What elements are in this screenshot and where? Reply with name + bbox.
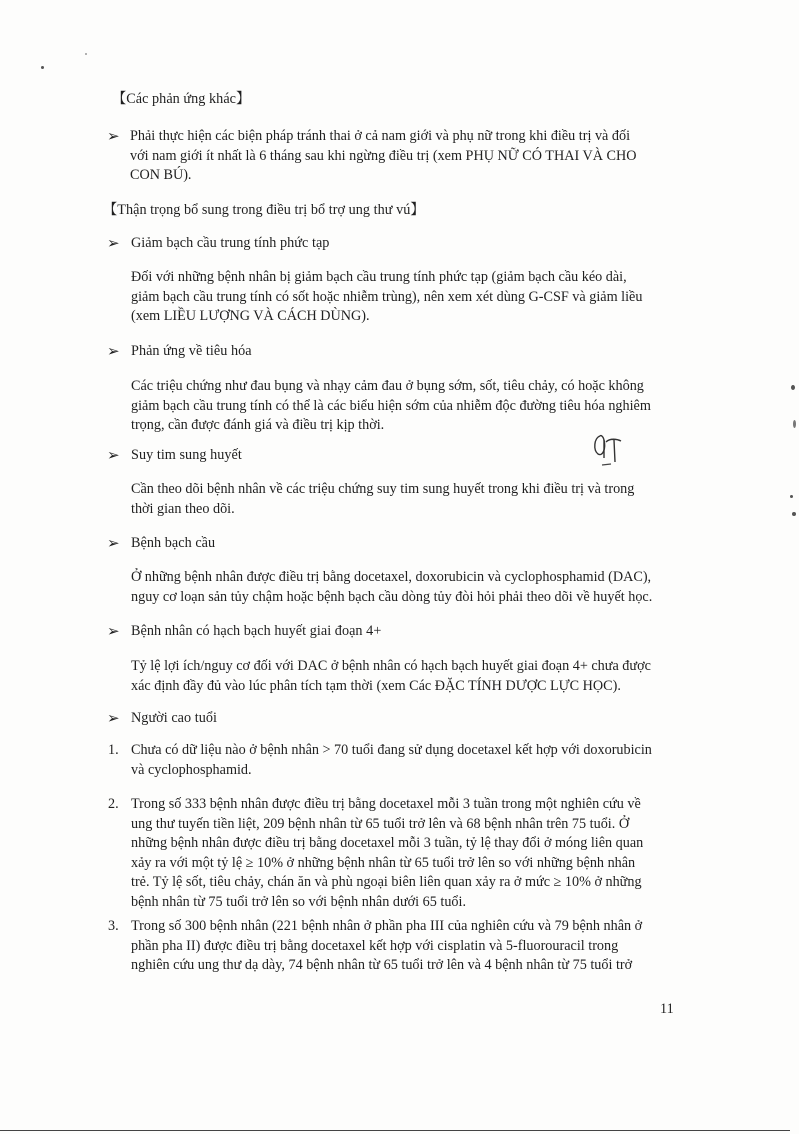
scan-speck [791, 385, 795, 390]
list-item-number: 2. [108, 796, 119, 812]
text-line: thời gian theo dõi. [131, 500, 235, 517]
arrowhead-bullet-icon: ➢ [107, 534, 120, 552]
text-line: giảm bạch cầu trung tính có thể là các biểu hiện sớm của nhiễm độc đường tiêu hóa nghiêm [131, 397, 651, 414]
list-item-number: 1. [108, 742, 119, 758]
scan-speck [792, 512, 796, 516]
scan-edge-divider [0, 1130, 790, 1131]
section-paragraph [131, 568, 652, 607]
text-line: Ở những bệnh nhân được điều trị bằng docetaxel, doxorubicin và cyclophosphamid (DAC), [131, 569, 652, 585]
text-line: Trong số 300 bệnh nhân (221 bệnh nhân ở phần pha III của nghiên cứu và 79 bệnh nhân ở [131, 918, 643, 934]
scan-speck [793, 420, 796, 428]
text-line: và cyclophosphamid. [131, 761, 252, 778]
scan-speck [85, 53, 87, 55]
arrowhead-bullet-icon: ➢ [107, 446, 120, 464]
text-line: Cần theo dõi bệnh nhân về các triệu chứng suy tim sung huyết trong khi điều trị và trong [131, 481, 635, 497]
scan-speck [790, 495, 793, 498]
arrowhead-bullet-icon: ➢ [107, 127, 120, 145]
text-line: giảm bạch cầu trung tính có sốt hoặc nhiễm trùng), nên xem xét dùng G-CSF và giảm liều [131, 288, 643, 305]
section-title: Suy tim sung huyết [131, 447, 242, 463]
text-line: (xem LIỀU LƯỢNG VÀ CÁCH DÙNG). [131, 308, 370, 325]
section-paragraph [131, 377, 651, 436]
text-line: trọng, cần được đánh giá và điều trị kịp thời. [131, 417, 385, 434]
section-title: Bệnh bạch cầu [131, 535, 216, 551]
text-line: với nam giới ít nhất là 6 tháng sau khi ngừng điều trị (xem PHỤ NỮ CÓ THAI VÀ CHO [130, 147, 637, 164]
section-title: Phản ứng về tiêu hóa [131, 343, 252, 359]
scan-speck [41, 66, 44, 69]
text-line: trẻ. Tỷ lệ sốt, tiêu chảy, chán ăn và phù ngoại biên liên quan xảy ra ở mức ≥ 10% ở những [131, 874, 642, 891]
section-header-other-reactions: 【Các phản ứng khác】 [112, 91, 251, 107]
text-line: phần pha II) được điều trị bằng docetaxel kết hợp với cisplatin và 5-fluorouracil trong [131, 937, 619, 954]
text-line: xác định đầy đủ vào lúc phân tích tạm thời (xem Các ĐẶC TÍNH DƯỢC LỰC HỌC). [131, 677, 621, 694]
handwritten-initials-icon [590, 428, 626, 470]
arrowhead-bullet-icon: ➢ [107, 622, 120, 640]
list-item [131, 795, 643, 913]
section-title: Người cao tuổi [131, 710, 218, 726]
text-line: Phải thực hiện các biện pháp tránh thai ở cả nam giới và phụ nữ trong khi điều trị và đối [130, 128, 631, 144]
text-line: Đối với những bệnh nhân bị giảm bạch cầu trung tính phức tạp (giảm bạch cầu kéo dài, [131, 269, 627, 285]
text-line: Chưa có dữ liệu nào ở bệnh nhân > 70 tuổi đang sử dụng docetaxel kết hợp với doxorubicin [131, 742, 652, 758]
arrowhead-bullet-icon: ➢ [107, 709, 120, 727]
text-line: CON BÚ). [130, 167, 192, 184]
section-paragraph [131, 480, 634, 519]
section-title: Giảm bạch cầu trung tính phức tạp [131, 235, 330, 251]
text-line: Tỷ lệ lợi ích/nguy cơ đối với DAC ở bệnh nhân có hạch bạch huyết giai đoạn 4+ chưa được [131, 658, 651, 674]
text-line: những bệnh nhân được điều trị bằng docetaxel mỗi 3 tuần, tỷ lệ thay đổi ở móng liên quan [131, 835, 644, 852]
list-item [131, 917, 642, 976]
text-line: Trong số 333 bệnh nhân được điều trị bằng docetaxel mỗi 3 tuần trong một nghiên cứu về [131, 796, 641, 812]
text-line: xảy ra với một tỷ lệ ≥ 10% ở những bệnh nhân từ 65 tuổi trở lên so với những bệnh nhân [131, 854, 636, 871]
text-line: Các triệu chứng như đau bụng và nhạy cảm đau ở bụng sớm, sốt, tiêu chảy, có hoặc không [131, 378, 644, 394]
list-item [131, 741, 652, 780]
arrowhead-bullet-icon: ➢ [107, 342, 120, 360]
arrowhead-bullet-icon: ➢ [107, 234, 120, 252]
section-paragraph [131, 268, 642, 327]
section-header-adjuvant: 【Thận trọng bổ sung trong điều trị bổ trợ ung thư vú】 [103, 202, 425, 218]
page-number: 11 [660, 1001, 674, 1017]
section-paragraph [131, 657, 651, 696]
text-line: nguy cơ loạn sản tủy chậm hoặc bệnh bạch cầu dòng tủy đòi hỏi phải theo dõi về huyết học. [131, 588, 653, 605]
section-title: Bệnh nhân có hạch bạch huyết giai đoạn 4+ [131, 623, 382, 639]
text-line: bệnh nhân từ 75 tuổi trở lên so với bệnh nhân dưới 65 tuổi. [131, 893, 466, 910]
text-line: nghiên cứu ung thư dạ dày, 74 bệnh nhân từ 65 tuổi trở lên và 4 bệnh nhân từ 75 tuổi trở [131, 957, 633, 974]
list-item-number: 3. [108, 918, 119, 934]
text-line: ung thư tuyến tiền liệt, 209 bệnh nhân từ 65 tuổi trở lên và 68 bệnh nhân trên 75 tuổi. Ở [131, 815, 630, 832]
contraception-paragraph [130, 127, 636, 186]
